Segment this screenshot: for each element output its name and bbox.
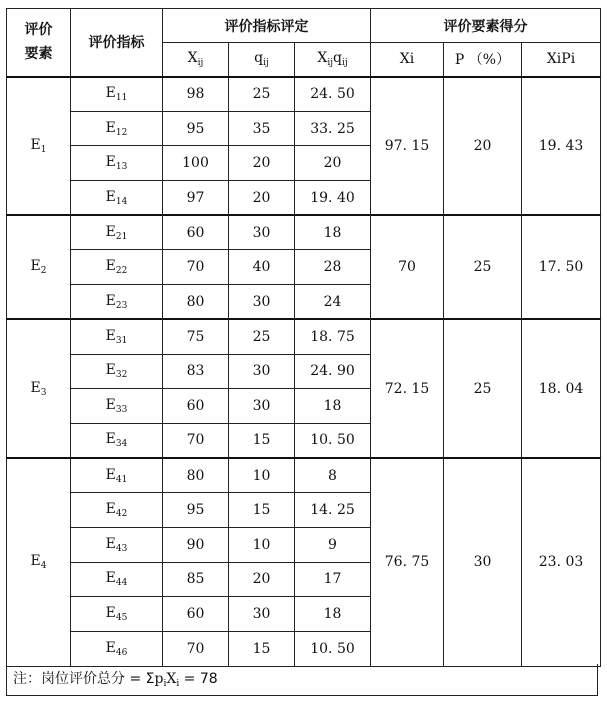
xijqij-cell: 18. 75: [295, 319, 371, 354]
indicator-cell: $E_{22}$: [71, 250, 163, 285]
xij-cell: 85: [163, 562, 229, 597]
p-cell: 25: [444, 319, 522, 458]
xij-cell: 83: [163, 354, 229, 389]
xij-cell: 95: [163, 493, 229, 528]
xij-cell: 80: [163, 285, 229, 320]
p-cell: 20: [444, 77, 522, 216]
xijqij-cell: 28: [295, 250, 371, 285]
xijqij-cell: 17: [295, 562, 371, 597]
qij-cell: 35: [229, 111, 295, 146]
xijqij-cell: 18: [295, 597, 371, 632]
header-xipi: XiPi: [522, 43, 601, 77]
element-cell: $E_2$: [7, 215, 71, 319]
xijqij-cell: 24: [295, 285, 371, 320]
qij-cell: 15: [229, 493, 295, 528]
header-indicator-rating: 评价指标评定: [163, 9, 371, 43]
table-row: [7, 77, 601, 112]
xijqij-cell: 14. 25: [295, 493, 371, 528]
header-element-score: 评价要素得分: [371, 9, 601, 43]
indicator-cell: $E_{12}$: [71, 111, 163, 146]
indicator-cell: $E_{42}$: [71, 493, 163, 528]
xi-cell: 76. 75: [371, 458, 444, 666]
qij-cell: 30: [229, 389, 295, 424]
qij-cell: 15: [229, 632, 295, 667]
qij-cell: 30: [229, 285, 295, 320]
indicator-cell: $E_{13}$: [71, 146, 163, 181]
xijqij-cell: 10. 50: [295, 423, 371, 458]
xipi-cell: 23. 03: [522, 458, 601, 666]
xij-cell: 60: [163, 597, 229, 632]
xijqij-cell: 10. 50: [295, 632, 371, 667]
xijqij-cell: 18: [295, 215, 371, 250]
element-cell: $E_1$: [7, 77, 71, 216]
qij-cell: 30: [229, 215, 295, 250]
indicator-cell: $E_{45}$: [71, 597, 163, 632]
element-cell: $E_3$: [7, 319, 71, 458]
indicator-cell: $E_{32}$: [71, 354, 163, 389]
xi-cell: 70: [371, 215, 444, 319]
p-cell: 25: [444, 215, 522, 319]
xij-cell: 95: [163, 111, 229, 146]
indicator-cell: $E_{33}$: [71, 389, 163, 424]
xijqij-cell: 18: [295, 389, 371, 424]
xij-cell: 97: [163, 181, 229, 216]
indicator-cell: $E_{11}$: [71, 77, 163, 112]
table-note: 注：岗位评价总分 = $\Sigma p_iX_i = 78$: [6, 664, 598, 696]
header-p: P （%）: [444, 43, 522, 77]
indicator-cell: $E_{21}$: [71, 215, 163, 250]
xijqij-cell: 9: [295, 527, 371, 562]
header-xi: Xi: [371, 43, 444, 77]
xi-cell: 72. 15: [371, 319, 444, 458]
header-indicator: 评价指标: [71, 9, 163, 77]
qij-cell: 20: [229, 146, 295, 181]
indicator-cell: $E_{23}$: [71, 285, 163, 320]
xipi-cell: 18. 04: [522, 319, 601, 458]
table-row: [7, 458, 601, 493]
qij-cell: 40: [229, 250, 295, 285]
indicator-cell: $E_{41}$: [71, 458, 163, 493]
table-body: [7, 77, 601, 667]
qij-cell: 30: [229, 354, 295, 389]
xij-cell: 70: [163, 423, 229, 458]
indicator-cell: $E_{14}$: [71, 181, 163, 216]
header-xij: $X_{ij}$: [163, 43, 229, 77]
xij-cell: 70: [163, 632, 229, 667]
qij-cell: 15: [229, 423, 295, 458]
xij-cell: 60: [163, 389, 229, 424]
indicator-cell: $E_{46}$: [71, 632, 163, 667]
xipi-cell: 17. 50: [522, 215, 601, 319]
header-qij: $q_{ij}$: [229, 43, 295, 77]
xijqij-cell: 8: [295, 458, 371, 493]
xij-cell: 70: [163, 250, 229, 285]
element-cell: $E_4$: [7, 458, 71, 666]
table-row: [7, 215, 601, 250]
qij-cell: 25: [229, 319, 295, 354]
header-xijqij: $X_{ij}q_{ij}$: [295, 43, 371, 77]
xij-cell: 98: [163, 77, 229, 112]
qij-cell: 30: [229, 597, 295, 632]
xij-cell: 90: [163, 527, 229, 562]
xijqij-cell: 24. 90: [295, 354, 371, 389]
xijqij-cell: 20: [295, 146, 371, 181]
evaluation-table: [6, 8, 601, 667]
xijqij-cell: 24. 50: [295, 77, 371, 112]
xij-cell: 75: [163, 319, 229, 354]
xij-cell: 100: [163, 146, 229, 181]
xipi-cell: 19. 43: [522, 77, 601, 216]
indicator-cell: $E_{34}$: [71, 423, 163, 458]
header-element: 评价 要素: [7, 9, 71, 77]
qij-cell: 10: [229, 458, 295, 493]
xij-cell: 80: [163, 458, 229, 493]
xi-cell: 97. 15: [371, 77, 444, 216]
xijqij-cell: 19. 40: [295, 181, 371, 216]
table-row: [7, 319, 601, 354]
indicator-cell: $E_{31}$: [71, 319, 163, 354]
xijqij-cell: 33. 25: [295, 111, 371, 146]
qij-cell: 20: [229, 562, 295, 597]
qij-cell: 20: [229, 181, 295, 216]
qij-cell: 10: [229, 527, 295, 562]
indicator-cell: $E_{44}$: [71, 562, 163, 597]
p-cell: 30: [444, 458, 522, 666]
xij-cell: 60: [163, 215, 229, 250]
qij-cell: 25: [229, 77, 295, 112]
indicator-cell: $E_{43}$: [71, 527, 163, 562]
